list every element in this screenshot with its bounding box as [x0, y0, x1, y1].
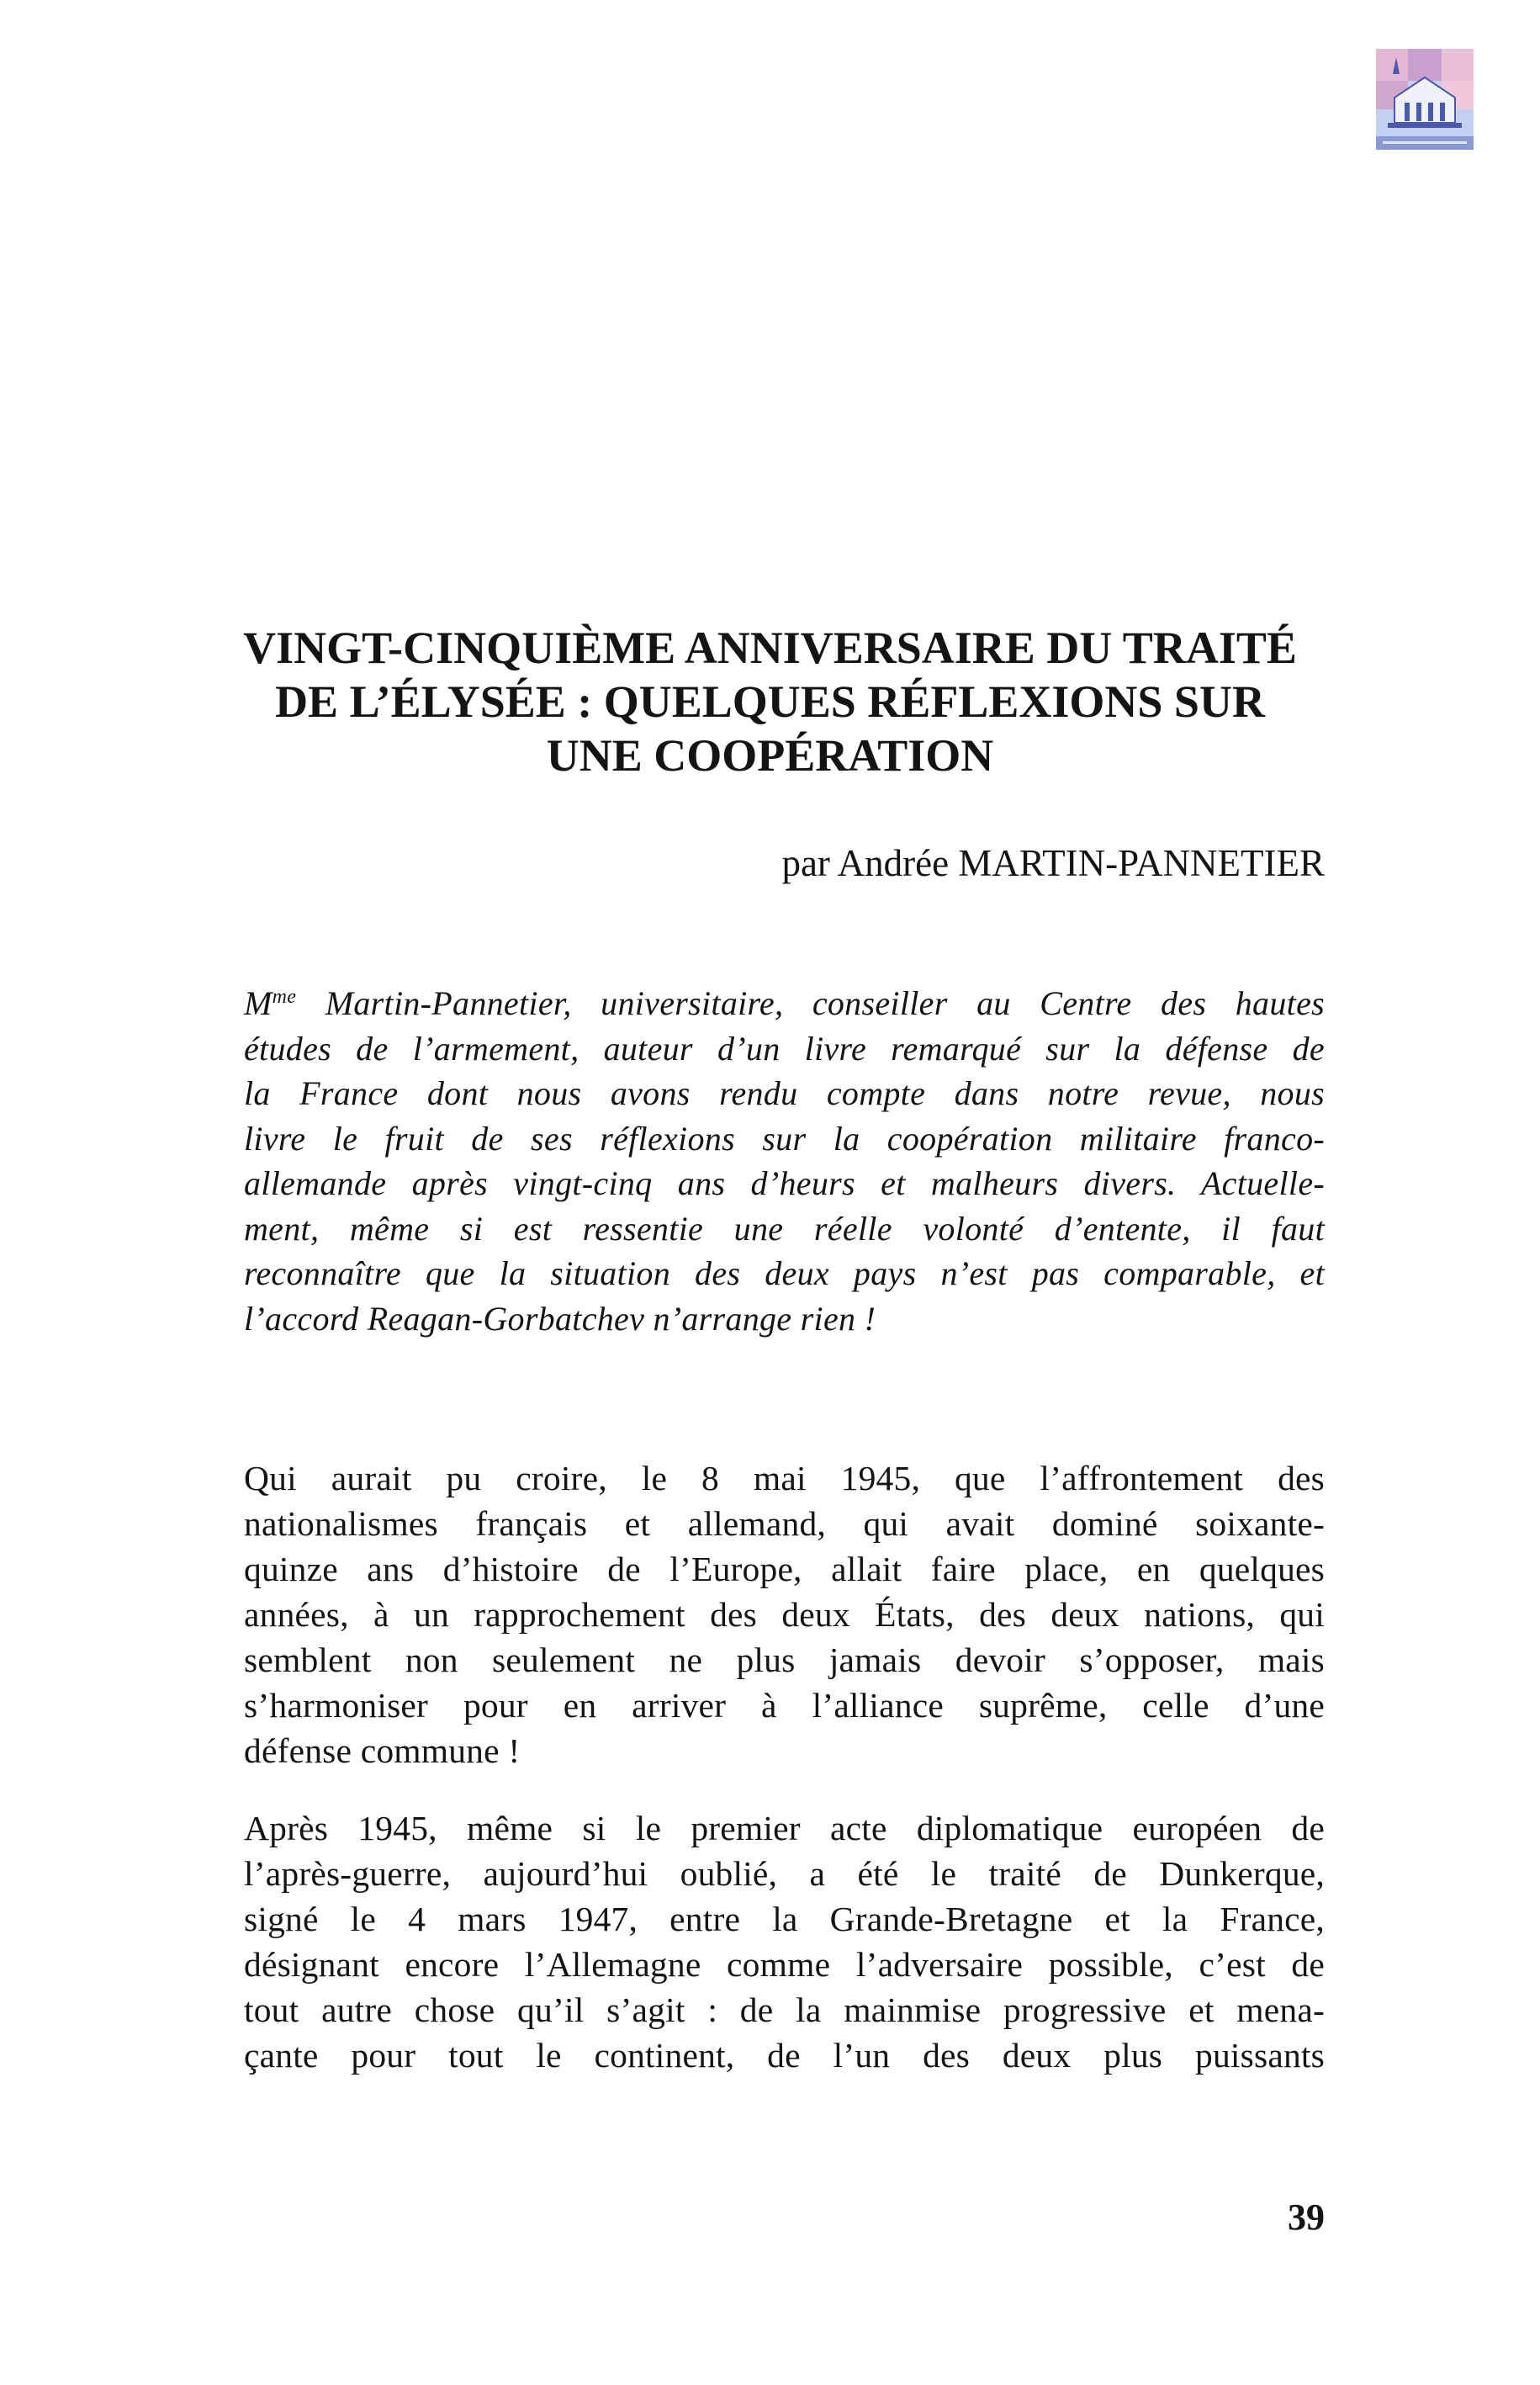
paragraph-line: désignant encore l’Allemagne comme l’adversaire possible, c’est de [244, 1945, 1325, 1984]
body-paragraph [244, 1805, 1325, 2078]
abstract-prefix: M [244, 984, 273, 1022]
abstract-line [244, 981, 1325, 1026]
abstract-line-text: Martin-Pannetier, universitaire, conseiller au Centre des hautes [296, 984, 1325, 1022]
title-line: DE L’ÉLYSÉE : QUELQUES RÉFLEXIONS SUR [275, 676, 1265, 727]
article-title [219, 621, 1321, 782]
title-line: UNE COOPÉRATION [546, 730, 994, 781]
author-byline: par Andrée MARTIN-PANNETIER [781, 842, 1325, 884]
abstract-line: ment, même si est ressentie une réelle volonté d’entente, il faut [244, 1209, 1325, 1248]
paragraph-line: tout autre chose qu’il s’agit : de la mainmise progressive et mena- [244, 1990, 1325, 2029]
paragraph-line: Après 1945, même si le premier acte diplomatique européen de [244, 1809, 1325, 1847]
paragraph-line: semblent non seulement ne plus jamais devoir s’opposer, mais [244, 1640, 1325, 1679]
institution-building-logo-icon [1376, 49, 1474, 150]
abstract-line: la France dont nous avons rendu compte dans notre revue, nous [244, 1074, 1325, 1112]
abstract-line: livre le fruit de ses réflexions sur la coopération militaire franco- [244, 1119, 1325, 1158]
paragraph-line: quinze ans d’histoire de l’Europe, allait faire place, en quelques [244, 1550, 1325, 1588]
paragraph-line: nationalismes français et allemand, qui avait dominé soixante- [244, 1504, 1325, 1543]
paragraph-line: signé le 4 mars 1947, entre la Grande-Bretagne et la France, [244, 1900, 1325, 1938]
paragraph-line: années, à un rapprochement des deux États, des deux nations, qui [244, 1595, 1325, 1634]
abstract-line: allemande après vingt-cinq ans d’heurs et malheurs divers. Actuelle- [244, 1164, 1325, 1202]
title-line: VINGT-CINQUIÈME ANNIVERSAIRE DU TRAITÉ [243, 623, 1297, 673]
paragraph-line: l’après-guerre, aujourd’hui oublié, a été le traité de Dunkerque, [244, 1854, 1325, 1893]
abstract-line: études de l’armement, auteur d’un livre remarqué sur la défense de [244, 1029, 1325, 1068]
abstract-line: reconnaître que la situation des deux pays n’est pas comparable, et [244, 1254, 1325, 1292]
body-paragraph [244, 1455, 1325, 1773]
abstract-prefix-sup: me [272, 986, 297, 1008]
paragraph-line: défense commune ! [244, 1731, 521, 1770]
page-number: 39 [1288, 2197, 1325, 2238]
abstract [244, 981, 1325, 1341]
paragraph-line: s’harmoniser pour en arriver à l’alliance suprême, celle d’une [244, 1686, 1325, 1725]
paragraph-line: Qui aurait pu croire, le 8 mai 1945, que l’affrontement des [244, 1459, 1325, 1497]
paragraph-line: çante pour tout le continent, de l’un des deux plus puissants [244, 2036, 1325, 2075]
abstract-line: l’accord Reagan-Gorbatchev n’arrange rien ! [244, 1299, 876, 1338]
